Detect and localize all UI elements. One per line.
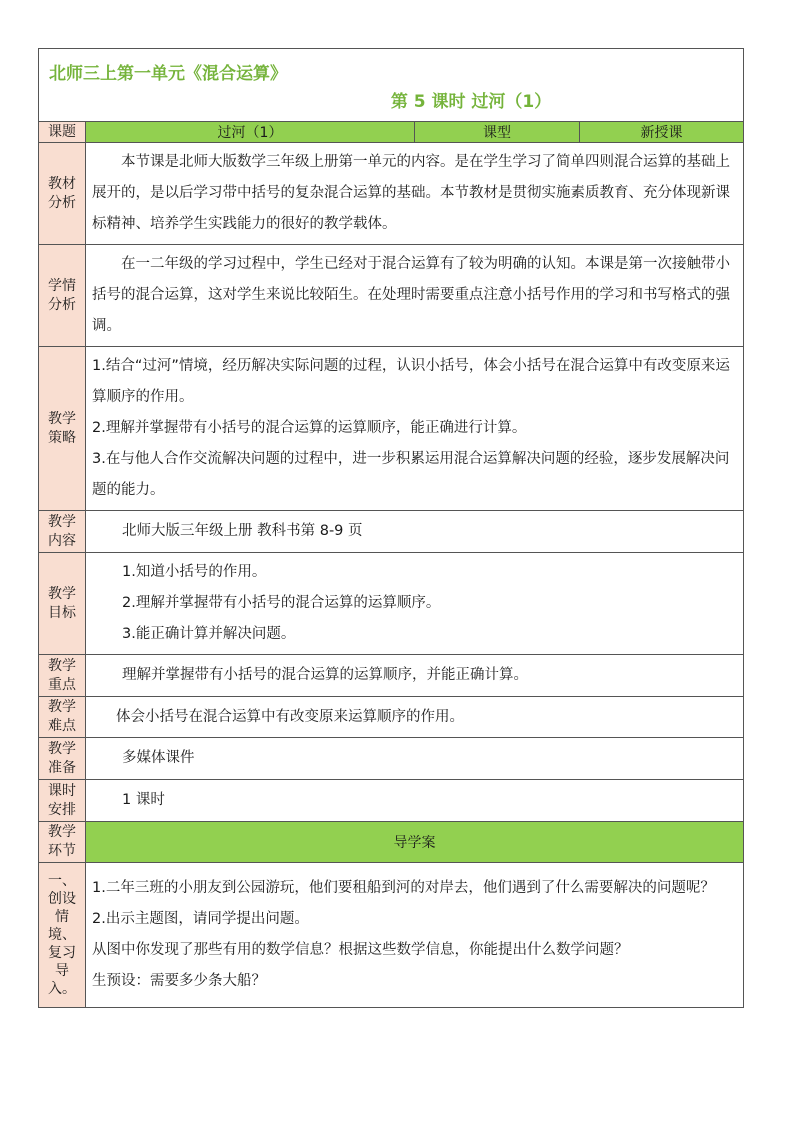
key-points-text: 理解并掌握带有小括号的混合运算的运算顺序，并能正确计算。 [86, 655, 744, 697]
label-line: 教学 [48, 699, 76, 715]
label-line: 策略 [48, 429, 76, 446]
students-text: 在一二年级的学习过程中，学生已经对于混合运算有了较为明确的认知。本课是第一次接触带小括号的混合运算，这对学生来说比较陌生。在处理时需要重点注意小括号作用的学习和书写格式的强调。 [92, 256, 730, 334]
topic-value: 过河（1） [86, 122, 415, 143]
label-line: 目标 [48, 604, 76, 621]
list-item: 2.理解并掌握带有小括号的混合运算的运算顺序，能正确进行计算。 [92, 420, 527, 436]
header-cell [39, 49, 744, 122]
list-item: 从图中你发现了那些有用的数学信息？根据这些数学信息，你能提出什么数学问题？ [92, 942, 629, 958]
label-line: 准备 [48, 759, 76, 776]
list-item: 2.出示主题图，请同学提出问题。 [92, 911, 309, 927]
strategy-row [39, 347, 744, 511]
intro-label [39, 863, 86, 1008]
key-points-label [39, 655, 86, 697]
textbook-row [39, 143, 744, 245]
label-line: 创设 [48, 891, 76, 907]
hours-row [39, 780, 744, 822]
preparation-text: 多媒体课件 [86, 738, 744, 780]
topic-label: 课题 [39, 122, 86, 143]
label-line: 教学 [48, 513, 76, 530]
type-label: 课型 [415, 122, 580, 143]
difficulties-label [39, 697, 86, 738]
content-row [39, 511, 744, 553]
students-text-cell [86, 245, 744, 347]
list-item: 2.理解并掌握带有小括号的混合运算的运算顺序。 [122, 595, 441, 611]
lesson-plan-table [38, 48, 744, 1008]
label-line: 教学 [48, 740, 76, 757]
textbook-text: 本节课是北师大版数学三年级上册第一单元的内容。是在学生学习了简单四则混合运算的基础上展开的，是以后学习带中括号的复杂混合运算的基础。本节教材是贯彻实施素质教育、充分体现新课标精神、培养学生实践能力的很好的教学载体。 [92, 154, 730, 232]
stages-label [39, 822, 86, 863]
label-line: 复习 [48, 945, 76, 961]
students-label [39, 245, 86, 347]
hours-label [39, 780, 86, 822]
strategy-label [39, 347, 86, 511]
label-line: 学情 [48, 277, 76, 294]
list-item: 1.结合“过河”情境，经历解决实际问题的过程，认识小括号，体会小括号在混合运算中有改变原来运算顺序的作用。 [92, 358, 730, 405]
goals-label [39, 553, 86, 655]
hours-text: 1 课时 [86, 780, 744, 822]
label-line: 教学 [48, 585, 76, 602]
lesson-title: 第 5 课时 过河（1） [390, 92, 552, 112]
difficulties-text: 体会小括号在混合运算中有改变原来运算顺序的作用。 [86, 697, 744, 738]
list-item: 生预设：需要多少条大船？ [92, 973, 266, 989]
textbook-label [39, 143, 86, 245]
preparation-row [39, 738, 744, 780]
label-line: 分析 [48, 296, 76, 313]
label-line: 难点 [48, 718, 76, 734]
label-line: 教学 [48, 410, 76, 427]
difficulties-row [39, 697, 744, 738]
label-line: 境、 [48, 927, 76, 943]
textbook-text-cell [86, 143, 744, 245]
stages-header: 导学案 [86, 822, 744, 863]
goals-list [86, 553, 744, 655]
topic-row [39, 122, 744, 143]
key-points-row [39, 655, 744, 697]
label-line: 内容 [48, 532, 76, 549]
type-value: 新授课 [580, 122, 744, 143]
lesson-plan-document [38, 48, 743, 1008]
label-line: 情 [55, 909, 69, 925]
list-item: 3.在与他人合作交流解决问题的过程中，进一步积累运用混合运算解决问题的经验，逐步发展解决问题的能力。 [92, 451, 730, 498]
list-item: 1.二年三班的小朋友到公园游玩，他们要租船到河的对岸去，他们遇到了什么需要解决的问题呢？ [92, 880, 715, 896]
label-line: 导 [55, 963, 69, 979]
label-line: 入。 [48, 981, 76, 997]
label-line: 教学 [48, 657, 76, 674]
list-item: 1.知道小括号的作用。 [122, 564, 267, 580]
label-line: 重点 [48, 676, 76, 693]
label-line: 课时 [48, 782, 76, 799]
label-line: 安排 [48, 801, 76, 818]
content-text: 北师大版三年级上册 教科书第 8-9 页 [86, 511, 744, 553]
list-item: 3.能正确计算并解决问题。 [122, 626, 296, 642]
label-line: 环节 [48, 843, 76, 859]
stages-row [39, 822, 744, 863]
label-line: 教材 [48, 175, 76, 192]
strategy-list [86, 347, 744, 511]
label-line: 教学 [48, 824, 76, 840]
intro-row [39, 863, 744, 1008]
preparation-label [39, 738, 86, 780]
label-line: 分析 [48, 194, 76, 211]
goals-row [39, 553, 744, 655]
intro-list [86, 863, 744, 1008]
content-label [39, 511, 86, 553]
students-row [39, 245, 744, 347]
unit-title: 北师三上第一单元《混合运算》 [49, 64, 287, 84]
label-line: 一、 [48, 873, 76, 889]
